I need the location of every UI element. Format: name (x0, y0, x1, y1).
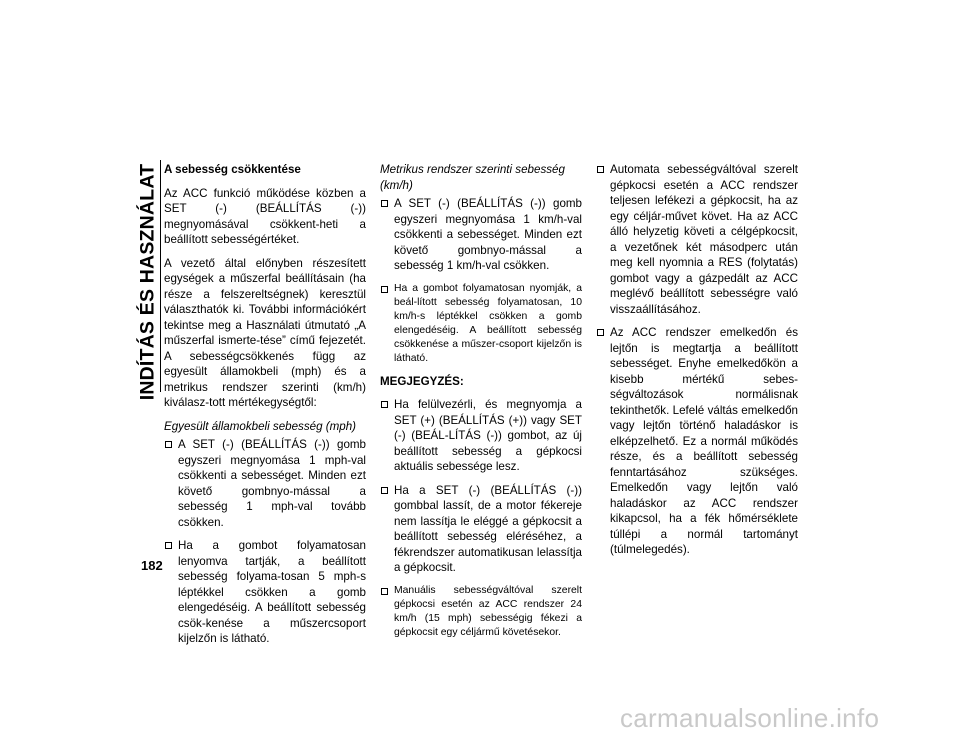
bullet-square-icon (381, 401, 388, 408)
subheading-kmh: Metrikus rendszer szerinti sebesség (km/h) (380, 163, 565, 192)
watermark: carmanualsonline.info (620, 703, 880, 733)
section-tab (136, 163, 159, 401)
bullet-item (596, 325, 798, 558)
bullet-square-icon (381, 200, 388, 207)
bullet-square-icon (165, 542, 172, 549)
bullet-item (380, 196, 582, 274)
note-item (380, 397, 582, 475)
bullet-square-icon (381, 487, 388, 494)
note-item (380, 483, 582, 576)
bullet-square-icon (381, 286, 388, 293)
subheading-mph: Egyesült államokbeli sebesség (mph) (164, 419, 357, 433)
bullet-text: A SET (-) (BEÁLLÍTÁS (-)) gomb egyszeri megnyomása 1 km/h-val csökkenti a sebességet. Minden ezt követő gombnyo-mással a sebesség 1 km/h-val csökken. (394, 197, 582, 272)
bullet-square-icon (165, 441, 172, 448)
bullet-item (164, 437, 366, 530)
bullet-text: Ha a gombot folyamatosan nyomják, a beál-lított sebesség folyamatosan, 10 km/h-s léptékkel csökken a gomb elengedéséig. A beállított sebesség csökkenése a műszer-csoport kijelzőn is látható. (394, 282, 582, 364)
bullet-text: Az ACC rendszer emelkedőn és lejtőn is megtartja a beállított sebességet. Enyhe emelkedőkön a kisebb mértékű sebes-ségváltozások normálisnak tekinthetők. Lefelé váltás emelkedőn vagy lejtőn történő haladáskor is elképzelhető. Ez a normál működés része, és a beállított sebesség fenntartásához szükséges. Emelkedőn vagy lejtőn való haladáskor az ACC rendszer kikapcsol, ha a fék hőmérséklete túllépi a normál tartományt (túlmelegedés). (610, 326, 798, 556)
section-heading: A sebesség csökkentése (164, 163, 301, 176)
bullet-text: Ha a gombot folyamatosan lenyomva tartják, a beállított sebesség folyama-tosan 5 mph-s léptékkel csökken a gomb elengedéséig. A beállított sebesség csök-kenése a műszercsoport kijelzőn is látható. (178, 539, 366, 645)
section-title: INDÍTÁS ÉS HASZNÁLAT (136, 163, 159, 401)
bullet-text: Automata sebességváltóval szerelt gépkocsi esetén a ACC rendszer teljesen lefékezi a gépkocsit, ha az egy céljár-művet követ. Ha az ACC álló helyzetig követi a célgépkocsit, a vezetőnek két másodperc után meg kell nyomnia a RES (folytatás) gombot vagy a gázpedált az ACC meglévő beállított sebességre való visszaállításához. (610, 163, 798, 316)
section-divider (160, 160, 161, 392)
bullet-item (164, 538, 366, 647)
bullet-item (380, 282, 582, 366)
column-3 (596, 162, 798, 566)
page-number: 182 (141, 558, 163, 573)
note-heading: MEGJEGYZÉS: (380, 374, 464, 388)
column-2 (380, 162, 582, 648)
paragraph: A vezető által előnyben részesített egységek a műszerfal beállításain (ha része a felszereltségnek) keresztül választhatók ki. További információkért tekintse meg a Használati útmutató „A műszerfal ismerte-tése” című fejezetét. A sebességcsökkenés függ az egyesült államokbeli (mph) és a metrikus rendszer szerinti (km/h) kiválasz-tott mértékegységtől: (164, 256, 366, 409)
bullet-text: A SET (-) (BEÁLLÍTÁS (-)) gomb egyszeri megnyomása 1 mph-val csökkenti a sebességet. Minden ezt követő gombnyo-mással a sebesség 1 mph-val tovább csökken. (178, 438, 366, 529)
bullet-text: Manuális sebességváltóval szerelt gépkocsi esetén az ACC rendszer 24 km/h (15 mph) sebességig fékezi a gépkocsit egy céljármű követésekor. (394, 584, 582, 638)
note-item (380, 584, 582, 640)
bullet-item (596, 162, 798, 317)
bullet-text: Ha felülvezérli, és megnyomja a SET (+) (BEÁLLÍTÁS (+)) vagy SET (-) (BEÁL-LÍTÁS (-)) gombot, az új beállított sebesség a gépkocsi aktuális sebessége lesz. (394, 398, 582, 473)
bullet-text: Ha a SET (-) (BEÁLLÍTÁS (-)) gombbal lassít, de a motor fékereje nem lassítja le eléggé a gépkocsit a beállított sebesség eléréséhez, a fékrendszer automatikusan lelassítja a gépkocsit. (394, 483, 582, 574)
bullet-square-icon (597, 329, 604, 336)
column-1 (164, 162, 366, 655)
paragraph: Az ACC funkció működése közben a SET (-) (BEÁLLÍTÁS (-)) megnyomásával csökkent-heti a beállított sebességértéket. (164, 186, 366, 246)
bullet-square-icon (597, 166, 604, 173)
bullet-square-icon (381, 588, 388, 595)
